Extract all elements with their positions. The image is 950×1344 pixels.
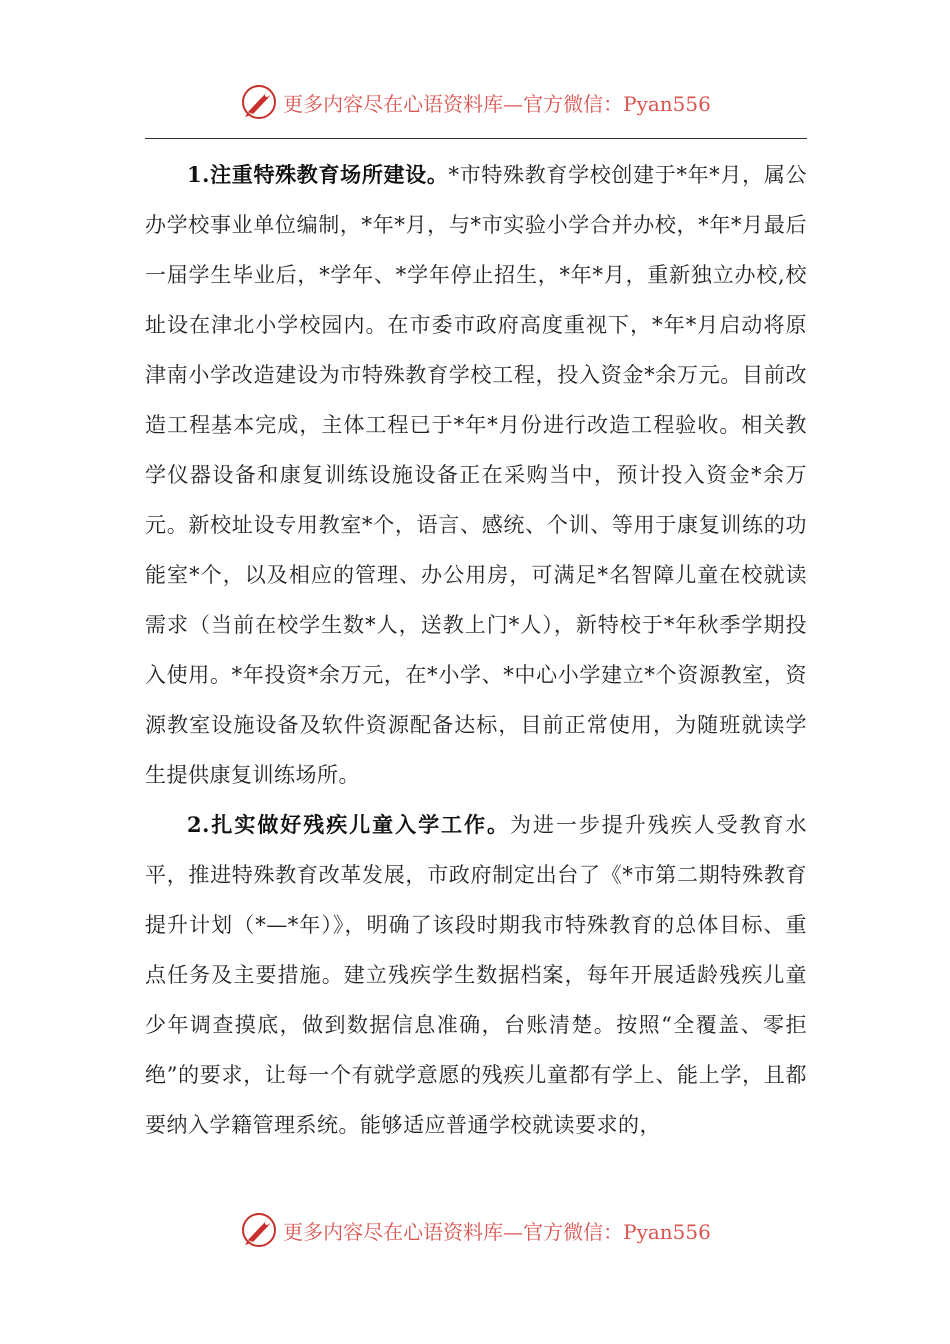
paragraph-2-heading: 2.扎实做好残疾儿童入学工作。 bbox=[187, 812, 510, 837]
banner-text: 更多内容尽在心语资料库—官方微信：Pyan556 bbox=[283, 1219, 711, 1244]
paragraph-2-text: 为进一步提升残疾人受教育水平，推进特殊教育改革发展，市政府制定出台了《*市第二期特殊教育提升计划（*—*年）》，明确了该段时期我市特殊教育的总体目标、重点任务及主要措施。建立残疾学生数据档案，每年开展适龄残疾儿童少年调查摸底，做到数据信息准确，台账清楚。按照“全覆盖、零拒绝”的要求，让每一个有就学意愿的残疾儿童都有学上、能上学，且都要纳入学籍管理系统。能够适应普通学校就读要求的， bbox=[145, 813, 808, 1137]
paragraph-2 bbox=[145, 800, 807, 1150]
header-banner bbox=[0, 80, 950, 124]
banner-text: 更多内容尽在心语资料库—官方微信：Pyan556 bbox=[283, 91, 711, 116]
header-divider bbox=[145, 138, 807, 139]
pen-nib-logo-icon bbox=[239, 1210, 279, 1250]
paragraph-1-heading: 1.注重特殊教育场所建设。 bbox=[187, 162, 449, 187]
paragraph-1 bbox=[145, 150, 807, 800]
document-body bbox=[145, 150, 807, 1150]
footer-banner bbox=[0, 1208, 950, 1252]
pen-nib-logo-icon bbox=[239, 82, 279, 122]
paragraph-1-text: *市特殊教育学校创建于*年*月，属公办学校事业单位编制，*年*月，与*市实验小学合并办校，*年*月最后一届学生毕业后，*学年、*学年停止招生，*年*月，重新独立办校,校址设在津北小学校园内。在市委市政府高度重视下，*年*月启动将原津南小学改造建设为市特殊教育学校工程，投入资金*余万元。目前改造工程基本完成，主体工程已于*年*月份进行改造工程验收。相关教学仪器设备和康复训练设施设备正在采购当中，预计投入资金*余万元。新校址设专用教室*个，语言、感统、个训、等用于康复训练的功能室*个，以及相应的管理、办公用房，可满足*名智障儿童在校就读需求（当前在校学生数*人，送教上门*人），新特校于*年秋季学期投入使用。*年投资*余万元，在*小学、*中心小学建立*个资源教室，资源教室设施设备及软件资源配备达标，目前正常使用，为随班就读学生提供康复训练场所。 bbox=[145, 163, 808, 787]
